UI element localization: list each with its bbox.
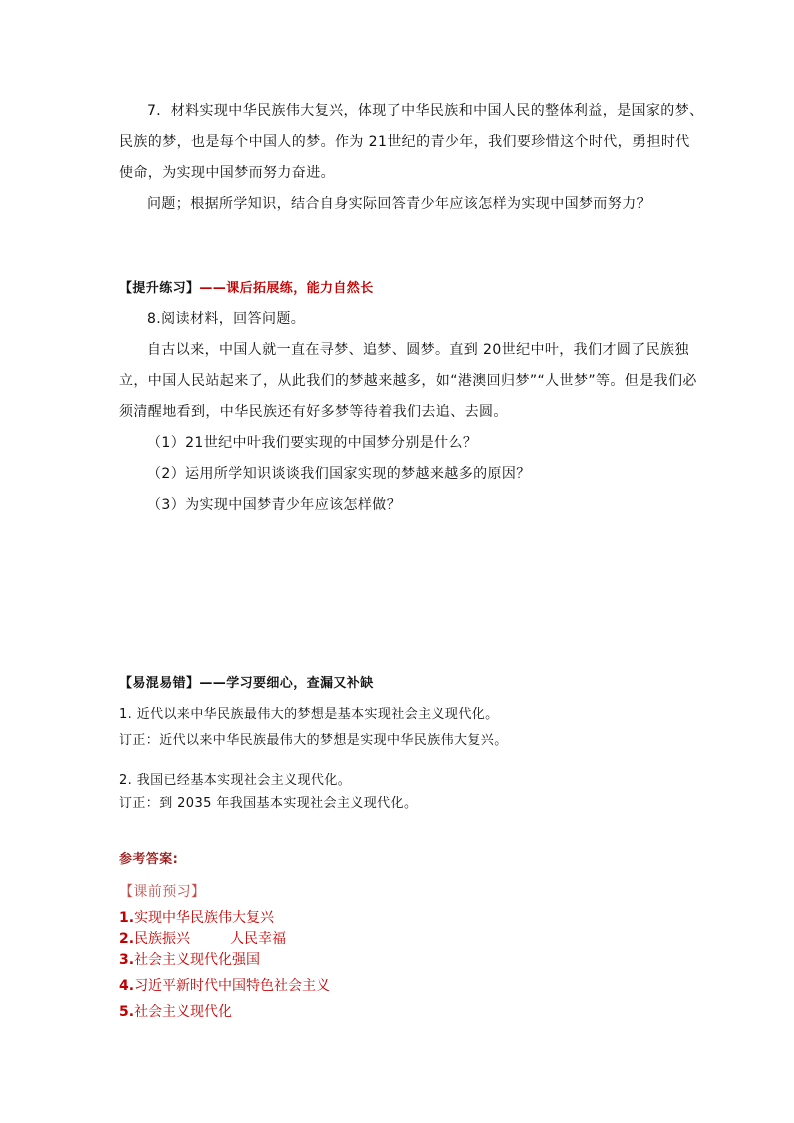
q7-line-2: 民族的梦，也是每个中国人的梦。作为 21世纪的青少年，我们要珍惜这个时代，勇担时代	[119, 134, 690, 150]
q8-sub-question-2: （2）运用所学知识谈谈我们国家实现的梦越来越多的原因？	[147, 466, 531, 482]
answer-text: 民族振兴	[134, 931, 191, 947]
errors-heading	[119, 675, 374, 693]
answer-number: 2.	[119, 931, 135, 947]
practice-title: 【提升练习】	[119, 281, 200, 296]
errors-title: 【易混易错】	[119, 676, 200, 691]
answers-title: 参考答案:	[119, 852, 179, 867]
answer-item-4	[119, 977, 330, 995]
error-item-2: 2. 我国已经基本实现社会主义现代化。	[119, 773, 352, 788]
answer-text: 社会主义现代化	[134, 1004, 233, 1020]
q8-para-line-1: 自古以来，中国人就一直在寻梦、追梦、圆梦。直到 20世纪中叶，我们才圆了民族独	[147, 342, 689, 358]
answer-number: 5.	[119, 1004, 135, 1020]
q8-para-line-3: 须清醒地看到，中华民族还有好多梦等待着我们去追、去圆。	[119, 404, 508, 420]
answer-text-2: 人民幸福	[230, 931, 287, 947]
answer-number: 3.	[119, 952, 135, 968]
practice-subtitle: ——课后拓展练，能力自然长	[199, 281, 374, 296]
errors-subtitle: ——学习要细心，查漏又补缺	[199, 676, 374, 691]
correction-1: 订正：近代以来中华民族最伟大的梦想是实现中华民族伟大复兴。	[119, 733, 508, 748]
practice-heading	[119, 280, 374, 298]
answer-text: 社会主义现代化强国	[134, 952, 261, 968]
q8-intro: 8.阅读材料，回答问题。	[147, 311, 306, 327]
answer-number: 1.	[119, 910, 135, 926]
answers-section-title: 【课前预习】	[119, 884, 206, 900]
q7-line-1: 7．材料实现中华民族伟大复兴，体现了中华民族和中国人民的整体利益，是国家的梦、	[147, 103, 704, 119]
answer-text: 习近平新时代中国特色社会主义	[134, 978, 331, 994]
answer-item-1	[119, 909, 274, 927]
answer-item-2	[119, 930, 286, 948]
correction-2: 订正：到 2035 年我国基本实现社会主义现代化。	[119, 796, 418, 811]
q7-question: 问题；根据所学知识，结合自身实际回答青少年应该怎样为实现中国梦而努力？	[147, 196, 651, 212]
answer-text: 实现中华民族伟大复兴	[134, 910, 275, 926]
q7-line-3: 使命，为实现中国梦而努力奋进。	[119, 165, 335, 181]
answer-number: 4.	[119, 978, 135, 994]
q8-para-line-2: 立，中国人民站起来了，从此我们的梦越来越多，如“港澳回归梦”“人世梦”等。但是我们必	[119, 373, 697, 389]
answer-item-5	[119, 1003, 232, 1021]
q8-sub-question-3: （3）为实现中国梦青少年应该怎样做？	[147, 497, 402, 513]
answer-item-3	[119, 951, 260, 969]
error-item-1: 1. 近代以来中华民族最伟大的梦想是基本实现社会主义现代化。	[119, 707, 499, 722]
q8-sub-question-1: （1）21世纪中叶我们要实现的中国梦分别是什么？	[147, 435, 478, 451]
